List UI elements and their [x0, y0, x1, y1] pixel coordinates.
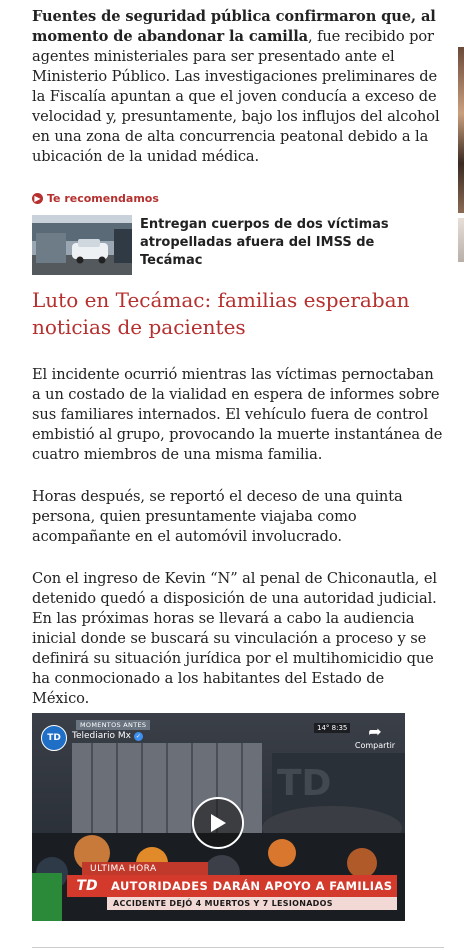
- section-heading: Luto en Tecámac: familias esperaban noticias de pacientes: [32, 288, 410, 339]
- side-image-edge: [458, 47, 464, 213]
- paragraph-bold-lead: Fuentes de seguridad pública confirmaron que, al momento de abandonar la camilla: [32, 8, 436, 45]
- video-top-badge: MOMENTOS ANTES: [76, 720, 150, 730]
- breaking-news-tag: ULTIMA HORA: [82, 862, 208, 876]
- share-button[interactable]: [350, 723, 400, 750]
- share-label[interactable]: Compartir: [354, 741, 396, 750]
- lower-third-logo: TD: [67, 875, 107, 897]
- channel-logo[interactable]: TD: [41, 725, 67, 751]
- video-player[interactable]: [32, 713, 405, 921]
- play-icon: [208, 812, 228, 834]
- recommended-article-card[interactable]: [32, 215, 444, 275]
- article-paragraph-3: Horas después, se reportó el deceso de una quinta persona, quien presuntamente viajaba como acompañante en el automóvil involucrado.: [32, 488, 403, 545]
- recommended-article-thumbnail[interactable]: [32, 215, 132, 275]
- svg-text:TD: TD: [277, 763, 332, 804]
- article-paragraph-1: [32, 7, 444, 167]
- thumbnail-image: [32, 215, 132, 275]
- play-button[interactable]: [192, 797, 244, 849]
- side-image-edge-2: [458, 218, 464, 262]
- article-paragraph-4: Con el ingreso de Kevin “N” al penal de Chiconautla, el detenido quedó a disposición de una autoridad judicial. En las próximas horas se llevará a cabo la audiencia inicial donde se buscará su vinculación a proceso y se definirá su situación jurídica por el multihomicidio que ha conmocionado a los habitantes del Estado de México.: [32, 570, 437, 707]
- lower-third-headline: AUTORIDADES DARÁN APOYO A FAMILIAS: [111, 879, 393, 893]
- lower-third-subline: ACCIDENTE DEJÓ 4 MUERTOS Y 7 LESIONADOS: [107, 897, 397, 910]
- paragraph-rest: , fue recibido por agentes ministeriales para ser presentado ante el Ministerio Público. Las investigaciones preliminares de la Fiscalía apuntan a que el joven conducía a exceso de velocidad y, presuntamente, bajo los influjos del alcohol en una zona de alta concurrencia peatonal debido a la ubicación de la unidad médica.: [32, 28, 440, 165]
- lower-third-bar: [67, 875, 397, 897]
- recommended-label: [32, 192, 159, 205]
- share-arrow-icon: ➦: [368, 722, 382, 741]
- verified-check-icon: ✓: [135, 732, 141, 740]
- article-paragraph-2: El incidente ocurrió mientras las víctimas pernoctaban a un costado de la vialidad en espera de informes sobre sus familiares internados. El vehículo fuera de control embistió al grupo, provocando la muerte instantánea de cuatro miembros de una misma familia.: [32, 366, 443, 463]
- section-divider: [32, 947, 444, 948]
- recommended-label-text: Te recomendamos: [47, 192, 159, 205]
- channel-name-text[interactable]: Telediario Mx: [72, 731, 131, 741]
- channel-name[interactable]: [72, 731, 143, 741]
- recommended-article-title[interactable]: Entregan cuerpos de dos víctimas atropelladas afuera del IMSS de Tecámac: [140, 217, 389, 268]
- video-time-chip: 14° 8:35: [314, 723, 350, 733]
- arrow-right-circle-icon: ▶: [32, 193, 43, 204]
